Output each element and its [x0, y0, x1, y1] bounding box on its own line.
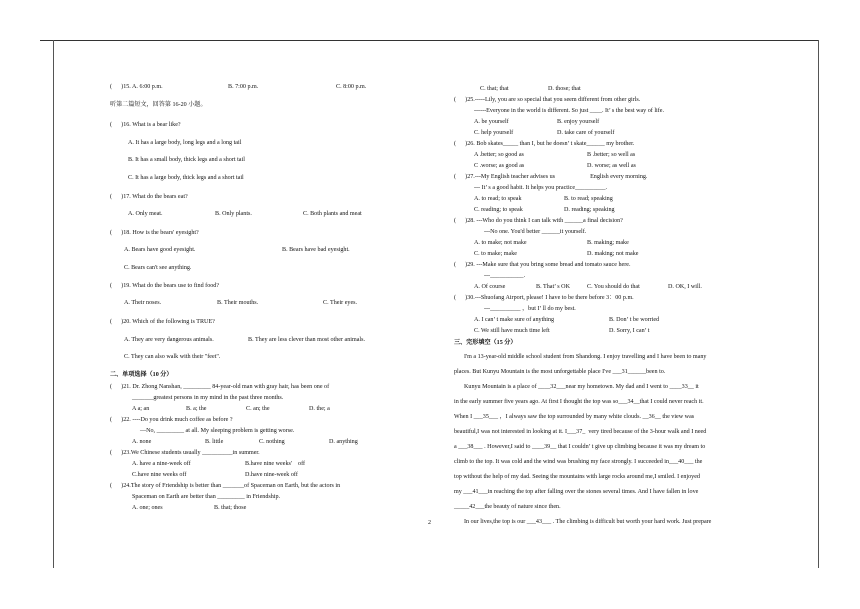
q29-line1: ( )29. ---Make sure that you bring some bread and tomato sauce here. [454, 262, 631, 268]
q17-option-a: A. Only meat. [128, 211, 163, 217]
q24-option-c: C. that; that [480, 86, 509, 92]
q18-stem: ( )18. How is the bears' eyesight? [110, 230, 199, 236]
q24-option-d: D. those; that [548, 86, 581, 92]
section3-title: 三、完形填空（15 分） [454, 340, 517, 346]
q26-option-b: B .better; so well as [587, 152, 636, 158]
q15-stem: ( )15. A. 6:00 p.m. [110, 84, 163, 90]
q22-option-a: A. none [132, 439, 152, 445]
q20-option-a: A. They are very dangerous animals. [124, 337, 214, 343]
q19-option-a: A. Their noses. [124, 300, 162, 306]
passage-line: When I ___35___ ，I always saw the top surrounded by many white clouds. __36__ the view was [454, 414, 695, 420]
q24-option-b: B. that; those [214, 505, 247, 511]
q16-option-b: B. It has a small body, thick legs and a short tail [128, 157, 245, 163]
q28-option-a: A. to make; not make [474, 240, 527, 246]
q23-option-d: D.have nine-week off [245, 472, 298, 478]
q29-option-b: B. That’ s OK [536, 284, 570, 290]
q25-option-c: C. help yourself [474, 130, 514, 136]
q26-option-c: C .worse; as good as [474, 163, 525, 169]
q22-option-b: B. little [205, 439, 224, 445]
passage-line: Kunyu Mountain is a place of ____32___near my hometown. My dad and I went to ____33__ it [464, 384, 699, 390]
passage-line: In our lives,the top is our ___43___ . The climbing is difficult but worth your hard work. Just prepare [464, 519, 712, 525]
q26-option-a: A .better; so good as [474, 152, 524, 158]
q15-option-b: B. 7:00 p.m. [228, 84, 259, 90]
q23-option-a: A. have a nine-week off [132, 461, 191, 467]
q23-option-c: C.have nine weeks off [132, 472, 187, 478]
q18-option-a: A. Bears have good eyesight. [124, 247, 196, 253]
q24-option-a: A. one; ones [132, 505, 163, 511]
q19-option-c: C. Their eyes. [323, 300, 358, 306]
passage-line: places. But Kunyu Mountain is the most unforgettable place I've ___31______been to. [454, 369, 666, 375]
q20-option-b: B. They are less clever than most other animals. [248, 337, 365, 343]
q21-option-d: D. the; a [309, 406, 330, 412]
q28-line2: ---No one. You'd better ______it yourself. [484, 229, 587, 235]
q27-option-b: B. to read; speaking [564, 196, 613, 202]
q25-option-a: A. be yourself [474, 119, 509, 125]
q17-option-c: C. Both plants and meat [303, 211, 362, 217]
passage-line: in the early summer five years ago. At first I thought the top was so___34__that I could never reach it. [454, 399, 704, 405]
q30-option-d: D. Sorry, I can’ t [609, 328, 650, 334]
q17-option-b: B. Only plants. [215, 211, 252, 217]
q21-option-c: C. an; the [246, 406, 270, 412]
section-intro: 听第二篇短文，回答第 16-20 小题。 [110, 102, 207, 108]
q26-line1: ( )26. Bob skates_____ than I, but he doesn’ t skate______ my brother. [454, 141, 635, 147]
q29-option-c: C. You should do that [587, 284, 640, 290]
q23-option-b: B.have nine weeks' off [245, 461, 306, 467]
q21-option-b: B. a; the [186, 406, 207, 412]
q29-option-a: A. Of course [474, 284, 506, 290]
q22-option-c: C. nothing [259, 439, 285, 445]
q28-option-d: D. making; not make [587, 251, 639, 257]
top-border [40, 40, 818, 41]
q30-line2: ---__________ ，but I’ ll do my best. [484, 306, 576, 312]
q27-option-d: D. reading; speaking [564, 207, 615, 213]
q16-option-c: C. It has a large body, thick legs and a short tail [128, 175, 244, 181]
q30-option-a: A. I can’ t make sure of anything [474, 317, 555, 323]
passage-line: a ___38___ . However,I said to ____39__ that I couldn’ t give up climbing because it was my dream to [454, 444, 706, 450]
passage-line: beautiful,I was not interested in looking at it. I___37_ very tired because of the 3-hour walk and I need [454, 429, 707, 435]
q25-line1: ( )25.-----Lily, you are so special that you seem different from other girls. [454, 97, 641, 103]
q27-option-a: A. to read; to speak [474, 196, 522, 202]
passage-line: climb to the top. It was cold and the wind was brushing my face strongly. I succeeded in___40___ the [454, 459, 703, 465]
q24-line2: Spaceman on Earth are better than _________ in Friendship. [132, 494, 281, 500]
q17-stem: ( )17. What do the bears eat? [110, 194, 188, 200]
q20-stem: ( )20. Which of the following is TRUE? [110, 319, 215, 325]
q16-stem: ( )16. What is a bear like? [110, 122, 181, 128]
q30-option-b: B. Don’ t be worried [609, 317, 660, 323]
section2-title: 二、单项选择（10 分） [110, 372, 173, 378]
q28-option-b: B. making; make [587, 240, 629, 246]
q28-option-c: C. to make; make [474, 251, 517, 257]
q23-line1: ( )23.We Chinese students usually __________in summer. [110, 450, 260, 456]
q18-option-c: C. Bears can't see anything. [124, 265, 192, 271]
q27-option-c: C. reading; to speak [474, 207, 523, 213]
q15-option-c: C. 8:00 p.m. [336, 84, 367, 90]
q21-option-a: A a; an [132, 406, 150, 412]
q27-line2: --- It’ s a good habit. It helps you practice__________. [474, 185, 608, 191]
q25-option-b: B. enjoy yourself [557, 119, 600, 125]
q22-line1: ( )22. ----Do you drink much coffee as before ? [110, 417, 233, 423]
q29-option-d: D. OK, I will. [668, 284, 702, 290]
left-border [53, 40, 54, 568]
q21-line2: _______greatest persons in my mind in the past three months. [132, 395, 284, 401]
q29-line2: ---___________. [484, 273, 526, 279]
passage-line: top without the help of my dad. Seeing the mountains with large rocks around me,I smiled. I enjoyed [454, 474, 700, 480]
q25-option-d: D. take care of yourself [557, 130, 615, 136]
q19-option-b: B. Their mouths. [217, 300, 259, 306]
q28-line1: ( )28. ---Who do you think I can talk with ______a final decision? [454, 218, 623, 224]
q22-option-d: D. anything [329, 439, 358, 445]
q27-line1: ( )27.---My English teacher advises us English every morning. [454, 174, 648, 180]
q24-line1: ( )24.The story of Friendship is better than _______of Spaceman on Earth, but the actors in [110, 483, 341, 489]
q22-line2: —No, _________ at all. My sleeping problem is getting worse. [140, 428, 295, 434]
page-number: 2 [428, 520, 431, 526]
q19-stem: ( )19. What do the bears use to find food? [110, 283, 220, 289]
q18-option-b: B. Bears have bad eyesight. [282, 247, 350, 253]
q21-line1: ( )21. Dr. Zhong Nanshan, _________ 84-year-old man with gray hair, has been one of [110, 384, 330, 390]
passage-line: I'm a 13-year-old middle school student from Shandong. I enjoy travelling and I have been to many [464, 354, 707, 360]
q25-line2: ------Everyone in the world is different. So just ____. It’ s the best way of life. [474, 108, 664, 114]
q30-line1: ( )30.---Shuofang Airport, please! I have to be there before 3：00 p.m. [454, 295, 634, 301]
passage-line: my ___41___in reaching the top after falling over the stones several times. And I have fallen in love [454, 489, 699, 495]
q30-option-c: C. We still have much time left [474, 328, 550, 334]
passage-line: _____42___the beauty of nature since then. [454, 504, 561, 510]
q26-option-d: D. worse; as well as [587, 163, 636, 169]
right-border [818, 40, 819, 568]
q16-option-a: A. It has a large body, long legs and a long tail [128, 140, 242, 146]
q20-option-c: C. They can also walk with their "feet". [124, 354, 221, 360]
